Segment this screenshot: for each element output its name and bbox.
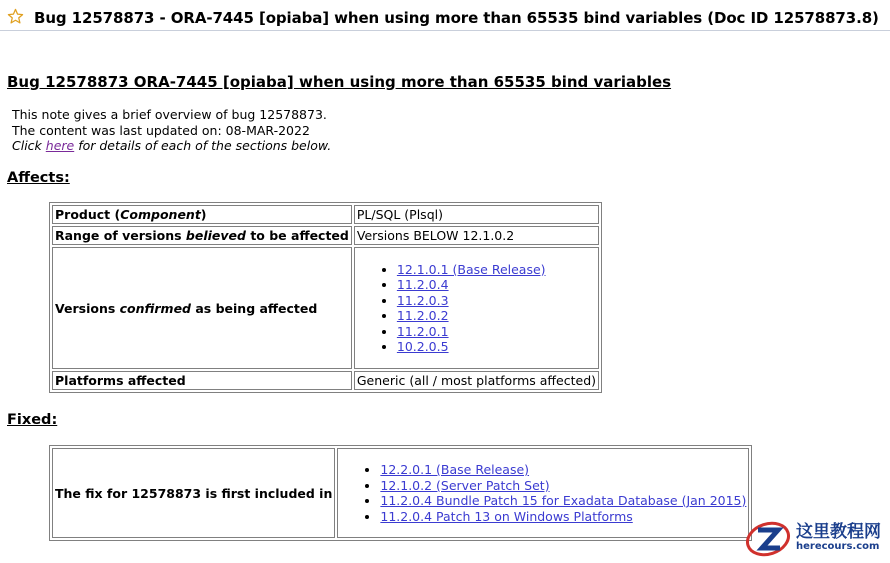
list-item [380,462,746,478]
table-row [52,247,599,369]
range-value: Versions BELOW 12.1.0.2 [354,226,599,245]
list-item [380,493,746,509]
version-link[interactable]: 12.1.0.1 (Base Release) [396,261,546,277]
watermark [744,517,890,559]
version-link[interactable]: 11.2.0.4 [396,277,449,292]
table-row [52,226,599,245]
table-row [52,371,599,390]
fix-versions-cell [337,448,749,538]
watermark-cn: 这里教程网 [796,522,881,542]
version-link[interactable]: 11.2.0.2 [396,308,449,323]
watermark-logo-icon [744,519,792,563]
document-header [0,0,890,31]
list-item [397,262,596,278]
here-link[interactable]: here [45,138,75,153]
intro-block [12,107,331,154]
document-title: Bug 12578873 - ORA-7445 [opiaba] when using more than 65535 bind variables (Doc ID 12578873.8) [34,9,879,27]
watermark-en: herecours.com [796,541,880,552]
fix-link[interactable]: 11.2.0.4 Bundle Patch 15 for Exadata Database (Jan 2015) [380,493,747,508]
intro-line-1: This note gives a brief overview of bug 12578873. [12,107,327,122]
intro-line-2: The content was last updated on: 08-MAR-2022 [12,122,310,138]
confirmed-versions-list [357,262,596,355]
product-value: PL/SQL (Plsql) [354,205,599,224]
table-row [52,448,749,538]
fix-versions-list [340,462,746,524]
table-row [52,205,599,224]
list-item [397,324,596,340]
list-item [380,509,746,525]
bug-heading: Bug 12578873 ORA-7445 [opiaba] when using more than 65535 bind variables [7,73,672,91]
confirmed-versions-cell [354,247,599,369]
fix-link[interactable]: 12.1.0.2 (Server Patch Set) [380,477,550,493]
list-item [380,478,746,494]
intro-line-3 [12,138,331,154]
list-item [397,293,596,309]
fix-link[interactable]: 12.2.0.1 (Base Release) [380,462,530,477]
click-suffix: for details of each of the sections below. [74,138,332,153]
fixed-table [49,445,752,541]
list-item [397,339,596,355]
click-prefix: Click [12,138,46,153]
version-link[interactable]: 10.2.0.5 [396,339,449,354]
list-item [397,308,596,324]
platforms-label: Platforms affected [52,371,352,390]
fix-label: The fix for 12578873 is first included in [52,448,335,538]
fixed-heading: Fixed: [7,412,58,428]
affects-heading: Affects: [7,170,70,186]
confirmed-label: Versions confirmed as being affected [52,247,352,369]
platforms-value: Generic (all / most platforms affected) [354,371,599,390]
star-outline-icon[interactable] [7,8,24,25]
list-item [397,277,596,293]
product-label: Product (Component) [52,205,352,224]
version-link[interactable]: 11.2.0.3 [396,292,449,308]
range-label: Range of versions believed to be affected [52,226,352,245]
fix-link[interactable]: 11.2.0.4 Patch 13 on Windows Platforms [380,508,633,524]
affects-table [49,202,602,393]
version-link[interactable]: 11.2.0.1 [396,323,449,339]
